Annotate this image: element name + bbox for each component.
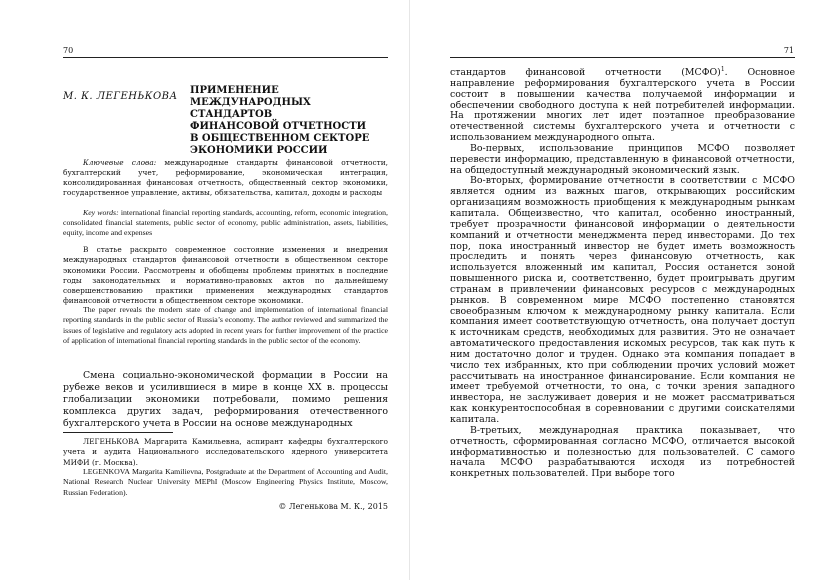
paragraph-text: стандартов финансовой отчетности (МСФО) <box>450 67 721 78</box>
title-line: ФИНАНСОВОЙ ОТЧЕТНОСТИ <box>190 121 367 132</box>
header-rule-right <box>450 57 795 58</box>
keywords-ru-label: Ключевые слова: <box>83 158 157 167</box>
footnote-rule <box>63 432 173 433</box>
paragraph <box>450 65 795 144</box>
article-author: М. К. ЛЕГЕНЬКОВА <box>63 91 178 102</box>
title-line: В ОБЩЕСТВЕННОМ СЕКТОРЕ <box>190 133 370 144</box>
author-footnote-en: LEGENKOVA Margarita Kamilievna, Postgraduate at the Department of Accounting and Audit, National Research Nuclear University MEPhI (Moscow Engineering Physics Institute, Moscow, Russian Federation). <box>63 467 388 497</box>
abstract-ru: В статье раскрыто современное состояние изменения и внедрения международных стандартов финансовой отчетности в общественном секторе экономики России. Рассмотрены и обобщены проблемы принятых в последние годы законодательных и нормативно-правовых актов по дальнейшему совершенствованию практики применения международных стандартов финансовой отчетности в общественном секторе экономики. <box>63 245 388 306</box>
paragraph: Во-первых, использование принципов МСФО позволяет перевести информацию, представленную в финансовой отчетности, на общедоступный международный экономический язык. <box>450 142 795 176</box>
paragraph: В-третьих, международная практика показывает, что отчетность, сформированная согласно МСФО, отличается высокой информативностью и полезностью для пользователей. С самого начала МСФО разрабатываются исходя из потребностей конкретных пользователей. При выборе того <box>450 424 795 480</box>
paragraph-text: . Основное направление реформирования бухгалтерского учета в России состоит в повышении качества получаемой информации и обеспечении свободного доступа к ней потребителей информации. На протяжении многих лет идет поэтапное преобразование отечественной системы бухгалтерского учета и отчетности с использованием международного опыта. <box>450 67 795 144</box>
title-line: ЭКОНОМИКИ РОССИИ <box>190 145 328 156</box>
footnote-marker[interactable]: 1 <box>720 65 725 73</box>
keywords-ru-text: международные стандарты финансовой отчетности, бухгалтерский учет, реформирование, экономическая интеграция, консолидированная финансовая отчетность, общественный сектор экономики, государственное управление, активы, обязательства, капитал, доходы и расходы <box>63 158 388 197</box>
page-number-left: 70 <box>63 46 74 55</box>
keywords-en-text: international financial reporting standards, accounting, reform, economic integration, consolidated financial statements, public sector of economy, public administration, assets, liabilities, equity, income and expenses <box>63 208 388 237</box>
title-line: МЕЖДУНАРОДНЫХ <box>190 97 311 108</box>
article-title <box>190 85 390 157</box>
header-rule-left <box>63 57 388 58</box>
author-footnote-ru: ЛЕГЕНЬКОВА Маргарита Камильевна, аспирант кафедры бухгалтерского учета и аудита Национального исследовательского ядерного университета МИФИ (г. Москва). <box>63 437 388 467</box>
page-number-right: 71 <box>783 46 794 55</box>
keywords-en-label: Key words: <box>83 208 119 217</box>
body-text-right <box>450 65 795 480</box>
title-line: СТАНДАРТОВ <box>190 109 273 120</box>
keywords-en <box>63 208 388 238</box>
body-paragraph-left: Смена социально-экономической формации в России на рубеже веков и усилившиеся в мире в конце XX в. процессы глобализации экономики потребовали, помимо решения комплекса других задач, реформирования отечественного бухгалтерского учета в России на основе международных <box>63 370 388 429</box>
abstract-en: The paper reveals the modern state of change and implementation of international financial reporting standards in the public sector of Russia’s economy. The author reviewed and summarized the issues of legislative and regulatory acts adopted in recent years for further improvement of the practice of application of international financial reporting standards in the public sector of the economy. <box>63 305 388 345</box>
keywords-ru <box>63 158 388 198</box>
title-line: ПРИМЕНЕНИЕ <box>190 85 279 96</box>
copyright-line: © Легенькова М. К., 2015 <box>278 502 388 511</box>
right-page <box>410 0 820 580</box>
paragraph: Во-вторых, формирование отчетности в соответствии с МСФО является одним из важных шагов, открывающих российским организациям возможность приобщения к международным рынкам капитала. Общеизвестно, что капитал, особенно иностранный, требует прозрачности финансовой информации о деятельности компаний и отчетности менеджмента перед инвесторами. До тех пор, пока иностранный инвестор не будет иметь возможность проследить и понять через финансовую отчетность, как используется вложенный им капитал, Россия останется зоной повышенного риска и, соответственно, будет проигрывать другим странам в привлечении финансовых ресурсов с международных рынков. В современном мире МСФО постепенно становятся своеобразным ключом к международному рынку капитала. Если компания имеет соответствующую отчетность, она получает доступ к источникам средств, необходимых для развития. Это не означает автоматического предоставления искомых ресурсов, так как путь к ним достаточно долог и труден. Однако эта компания попадает в число тех избранных, кто при соблюдении прочих условий может рассчитывать на иностранное финансирование. Если компания не имеет требуемой отчетности, то она, с точки зрения западного инвестора, не заслуживает доверия и не может рассматриваться как конкурентоспособная в соревновании с другими соискателями капитала. <box>450 175 795 425</box>
